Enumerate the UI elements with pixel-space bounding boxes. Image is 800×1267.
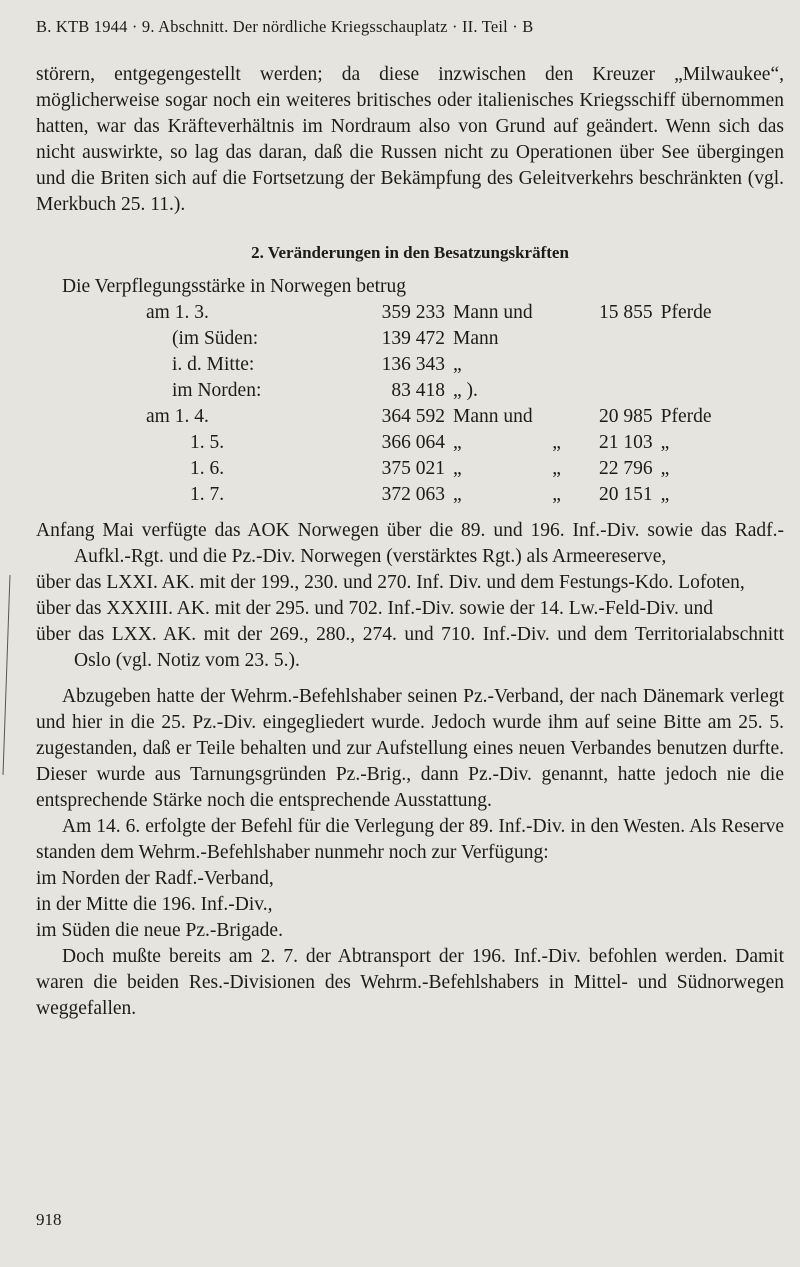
page-number: 918 — [36, 1210, 62, 1229]
table-row — [146, 430, 712, 456]
cell-horse-unit: Pferde — [660, 302, 712, 323]
paragraph: Abzugeben hatte der Wehrm.-Befehlshaber seinen Pz.-Verband, der nach Dänemark verlegt und hier in die 25. Pz.-Div. eingegliedert wurde. Jedoch wurde ihm auf seine Bitte am 25. 5. zugestanden, daß er Teile behalten und zur Aufstellung eines neuen Verbandes benutzen durfte. Dieser wurde aus Tarnungsgründen Pz.-Brig., dann Pz.-Div. genannt, hatte jedoch nie die entsprechende Stärke noch die entsprechende Ausstattung. — [36, 686, 784, 811]
cell-unit: „ ). — [453, 380, 478, 401]
cell-unit: „ — [453, 354, 462, 375]
reserve-line: in der Mitte die 196. Inf.-Div., — [36, 894, 273, 915]
paragraph: Am 14. 6. erfolgte der Befehl für die Verlegung der 89. Inf.-Div. in den Westen. Als Reserve standen dem Wehrm.-Befehlshaber nunmehr noch zur Verfügung: — [36, 816, 784, 863]
cell-mid: „ — [552, 484, 561, 505]
cell-horses — [581, 326, 661, 352]
cell-date: am 1. 4. — [146, 406, 209, 427]
book-page — [36, 14, 784, 1022]
table-row — [146, 404, 712, 430]
cell-men: 359 233 — [381, 302, 445, 323]
list-item: über das LXXI. AK. mit der 199., 230. und 270. Inf. Div. und dem Festungs-Kdo. Lofoten, — [36, 572, 745, 593]
cell-unit: „ — [453, 458, 462, 479]
cell-men: 364 592 — [381, 406, 445, 427]
cell-men: 139 472 — [381, 328, 445, 349]
cell-horse-unit: „ — [660, 432, 670, 453]
reserve-line: im Norden der Radf.-Verband, — [36, 868, 274, 889]
cell-date: i. d. Mitte: — [172, 354, 255, 375]
cell-horses — [581, 352, 661, 378]
cell-date: im Norden: — [172, 380, 262, 401]
reserve-line: im Süden die neue Pz.-Brigade. — [36, 920, 283, 941]
cell-unit: „ — [453, 484, 462, 505]
list-item: über das XXXIII. AK. mit der 295. und 702. Inf.-Div. sowie der 14. Lw.-Feld-Div. und — [36, 598, 713, 619]
cell-men: 136 343 — [381, 354, 445, 375]
section-heading: 2. Veränderungen in den Besatzungskräften — [251, 243, 569, 262]
cell-horses: 21 103 — [599, 432, 653, 453]
paragraph: Doch mußte bereits am 2. 7. der Abtransport der 196. Inf.-Div. befohlen werden. Damit waren die beiden Res.-Divisionen des Wehrm.-Befehlshabers in Mittel- und Südnorwegen weggefallen. — [36, 946, 784, 1019]
cell-horse-unit — [661, 352, 712, 378]
cell-date: 1. 5. — [190, 432, 225, 453]
cell-mid — [533, 300, 581, 326]
intro-paragraph: störern, entgegengestellt werden; da diese inzwischen den Kreuzer „Milwaukee“, möglicherweise sogar noch ein weiteres britisches oder italienisches Kriegsschiff übernommen hatten, war das Kräfteverhältnis im Nordraum also von Grund auf geändert. Wenn sich das nicht auswirkte, so lag das daran, daß die Russen nicht zu Operationen über See übergingen und die Briten sich auf die Fortsetzung der Bekämpfung des Geleitverkehrs beschränkten (vgl. Merkbuch 25. 11.). — [36, 64, 784, 215]
cell-horses: 20 151 — [599, 484, 653, 505]
table-row — [146, 352, 712, 378]
table-row — [146, 300, 712, 326]
cell-date: (im Süden: — [172, 328, 259, 349]
cell-date: 1. 7. — [190, 484, 225, 505]
table-row — [146, 482, 712, 508]
cell-horse-unit: „ — [660, 484, 670, 505]
table-row — [146, 326, 712, 352]
list-item: Anfang Mai verfügte das AOK Norwegen über die 89. und 196. Inf.-Div. sowie das Radf.-Aufkl.-Rgt. und die Pz.-Div. Norwegen (verstärktes Rgt.) als Armeereserve, — [36, 520, 784, 567]
running-header: B. KTB 1944 · 9. Abschnitt. Der nördliche Kriegsschauplatz · II. Teil · B — [36, 17, 534, 36]
cell-horse-unit — [661, 326, 712, 352]
table-row — [146, 456, 712, 482]
cell-men: 375 021 — [381, 458, 445, 479]
cell-horse-unit — [661, 378, 712, 404]
cell-mid — [533, 326, 581, 352]
cell-men: 366 064 — [381, 432, 445, 453]
cell-horses: 15 855 — [599, 302, 653, 323]
cell-date: 1. 6. — [190, 458, 225, 479]
cell-mid — [533, 404, 581, 430]
cell-horse-unit: „ — [660, 458, 670, 479]
cell-mid: „ — [552, 458, 561, 479]
cell-unit: „ — [453, 432, 462, 453]
cell-men: 83 418 — [391, 380, 445, 401]
cell-men: 372 063 — [381, 484, 445, 505]
corps-list — [36, 518, 784, 674]
cell-mid — [533, 378, 581, 404]
cell-horse-unit: Pferde — [660, 406, 712, 427]
cell-mid — [533, 352, 581, 378]
margin-pencil-mark — [3, 575, 11, 775]
strength-table — [146, 300, 712, 508]
table-intro: Die Verpflegungsstärke in Norwegen betrug — [62, 276, 407, 297]
cell-horses: 22 796 — [599, 458, 653, 479]
cell-date: am 1. 3. — [146, 302, 209, 323]
cell-unit: Mann und — [453, 406, 533, 427]
cell-unit: Mann — [453, 328, 499, 349]
cell-unit: Mann und — [453, 302, 533, 323]
list-item: über das LXX. AK. mit der 269., 280., 274. und 710. Inf.-Div. und dem Territorialabschnitt Oslo (vgl. Notiz vom 23. 5.). — [36, 624, 784, 671]
cell-horses: 20 985 — [599, 406, 653, 427]
cell-mid: „ — [552, 432, 561, 453]
table-row — [146, 378, 712, 404]
cell-horses — [581, 378, 661, 404]
